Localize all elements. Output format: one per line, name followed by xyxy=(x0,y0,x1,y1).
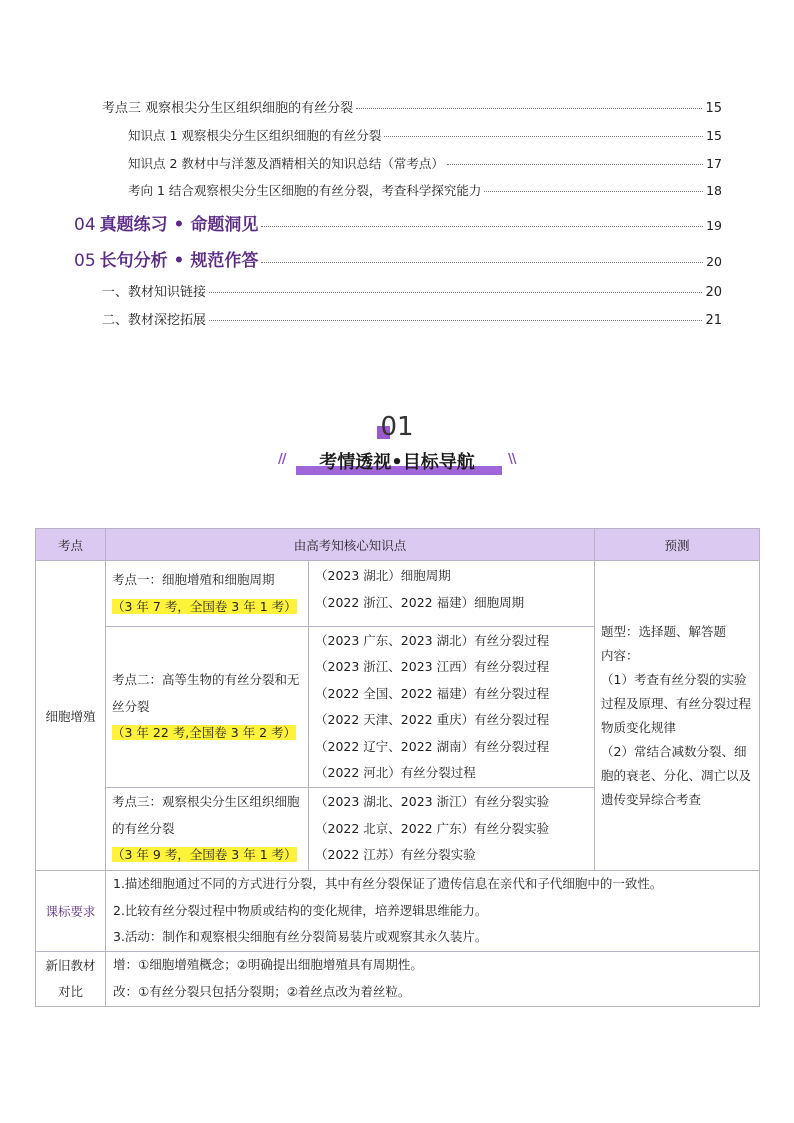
toc-entry[interactable] xyxy=(128,181,722,199)
toc-entry[interactable] xyxy=(102,281,722,300)
left-decoration: // xyxy=(278,452,286,467)
knowledge-list xyxy=(309,627,595,788)
compare-row xyxy=(36,951,760,1006)
toc-page-number: 21 xyxy=(705,313,722,328)
toc-chapter-entry[interactable] xyxy=(74,210,722,235)
toc-page-number: 18 xyxy=(706,183,722,198)
toc-chapter-number: 05 xyxy=(74,251,96,271)
toc-chapter-number: 04 xyxy=(74,215,96,235)
header-prediction: 预测 xyxy=(595,529,760,561)
curriculum-row xyxy=(36,871,760,952)
section-title: 考情透视•目标导航 xyxy=(319,452,475,473)
exam-analysis-table xyxy=(35,528,760,1007)
knowledge-item: （2023 湖北）细胞周期 xyxy=(315,568,451,583)
knowledge-item: （2022 河北）有丝分裂过程 xyxy=(315,765,476,780)
toc-page-number: 20 xyxy=(705,285,722,300)
curriculum-content xyxy=(106,871,760,952)
table-row xyxy=(36,561,760,627)
toc-entry-text: 知识点 2 教材中与洋葱及酒精相关的知识总结（常考点） xyxy=(128,156,444,171)
exam-point-title: 考点三：观察根尖分生区组织细胞的有丝分裂 xyxy=(112,794,300,836)
header-knowledge: 由高考知核心知识点 xyxy=(106,529,595,561)
toc-entry-text: 长句分析 • 规范作答 xyxy=(99,251,259,271)
prediction-content-label: 内容： xyxy=(601,647,639,663)
toc-entry[interactable] xyxy=(102,97,722,116)
curriculum-line: 3.活动：制作和观察根尖细胞有丝分裂简易装片或观察其永久装片。 xyxy=(113,929,488,944)
toc-leader xyxy=(447,163,703,165)
toc-chapter-entry[interactable] xyxy=(74,246,722,271)
exam-point-stat: （3 年 7 考，全国卷 3 年 1 考） xyxy=(112,598,297,614)
toc-page-number: 19 xyxy=(706,218,722,233)
compare-content xyxy=(106,951,760,1006)
toc-leader xyxy=(209,291,702,293)
knowledge-list xyxy=(309,788,595,871)
toc-entry[interactable] xyxy=(128,154,722,172)
prediction-cell xyxy=(595,561,760,871)
compare-label: 新旧教材 对比 xyxy=(36,951,106,1006)
knowledge-item: （2022 浙江、2022 福建）细胞周期 xyxy=(315,594,525,610)
exam-point-cell xyxy=(106,561,309,627)
table-header-row xyxy=(36,529,760,561)
curriculum-line: 1.描述细胞通过不同的方式进行分裂，其中有丝分裂保证了遗传信息在亲代和子代细胞中的一致性。 xyxy=(113,876,663,891)
toc-entry-text: 知识点 1 观察根尖分生区组织细胞的有丝分裂 xyxy=(128,128,382,143)
toc-entry[interactable] xyxy=(128,126,722,144)
toc-page-number: 15 xyxy=(705,101,722,116)
toc-entry-text: 一、教材知识链接 xyxy=(102,285,207,300)
toc-leader xyxy=(484,190,703,192)
curriculum-line: 2.比较有丝分裂过程中物质或结构的变化规律，培养逻辑思维能力。 xyxy=(113,902,488,918)
topic-cell: 细胞增殖 xyxy=(36,561,106,871)
compare-line: 改：①有丝分裂只包括分裂期；②着丝点改为着丝粒。 xyxy=(113,983,411,999)
toc-leader xyxy=(209,319,702,321)
toc-leader xyxy=(261,261,703,263)
toc-leader xyxy=(384,135,703,137)
knowledge-list xyxy=(309,561,595,627)
knowledge-item: （2022 北京、2022 广东）有丝分裂实验 xyxy=(315,820,550,836)
knowledge-item: （2023 浙江、2023 江西）有丝分裂过程 xyxy=(315,659,550,674)
toc-entry-text: 真题练习 • 命题洞见 xyxy=(99,215,259,235)
toc-entry-text: 考点三 观察根尖分生区组织细胞的有丝分裂 xyxy=(102,101,354,116)
toc-page-number: 17 xyxy=(706,156,722,171)
compare-line: 增：①细胞增殖概念；②明确提出细胞增殖具有周期性。 xyxy=(113,957,423,972)
knowledge-item: （2022 辽宁、2022 湖南）有丝分裂过程 xyxy=(315,738,550,754)
toc-entry[interactable] xyxy=(102,309,722,328)
prediction-point-2: （2）常结合减数分裂、细胞的衰老、分化、凋亡以及遗传变异综合考查 xyxy=(601,743,752,807)
toc-entry-text: 二、教材深挖拓展 xyxy=(102,313,207,328)
right-decoration: \\ xyxy=(508,452,516,467)
prediction-type: 题型：选择题、解答题 xyxy=(601,623,727,639)
exam-point-stat: （3 年 22 考,全国卷 3 年 2 考） xyxy=(112,725,297,741)
toc-page-number: 20 xyxy=(706,254,722,269)
section-number: 01 xyxy=(380,412,414,442)
exam-point-title: 考点二：高等生物的有丝分裂和无丝分裂 xyxy=(112,672,300,714)
prediction-point-1: （1）考查有丝分裂的实验过程及原理、有丝分裂过程物质变化规律 xyxy=(601,671,752,735)
section-heading xyxy=(0,410,794,480)
exam-point-cell xyxy=(106,627,309,788)
exam-point-cell xyxy=(106,788,309,871)
knowledge-item: （2022 江苏）有丝分裂实验 xyxy=(315,847,476,863)
exam-point-stat: （3 年 9 考，全国卷 3 年 1 考） xyxy=(112,847,297,863)
header-topic: 考点 xyxy=(36,529,106,561)
curriculum-label: 课标要求 xyxy=(36,871,106,952)
toc-leader xyxy=(261,225,703,227)
knowledge-item: （2022 天津、2022 重庆）有丝分裂过程 xyxy=(315,712,550,727)
exam-point-title: 考点一：细胞增殖和细胞周期 xyxy=(112,572,275,587)
knowledge-item: （2023 广东、2023 湖北）有丝分裂过程 xyxy=(315,632,550,648)
knowledge-item: （2023 湖北、2023 浙江）有丝分裂实验 xyxy=(315,794,550,810)
toc-page-number: 15 xyxy=(706,128,722,143)
toc-entry-text: 考向 1 结合观察根尖分生区细胞的有丝分裂，考查科学探究能力 xyxy=(128,183,482,198)
knowledge-item: （2022 全国、2022 福建）有丝分裂过程 xyxy=(315,685,550,701)
toc-leader xyxy=(356,107,702,109)
